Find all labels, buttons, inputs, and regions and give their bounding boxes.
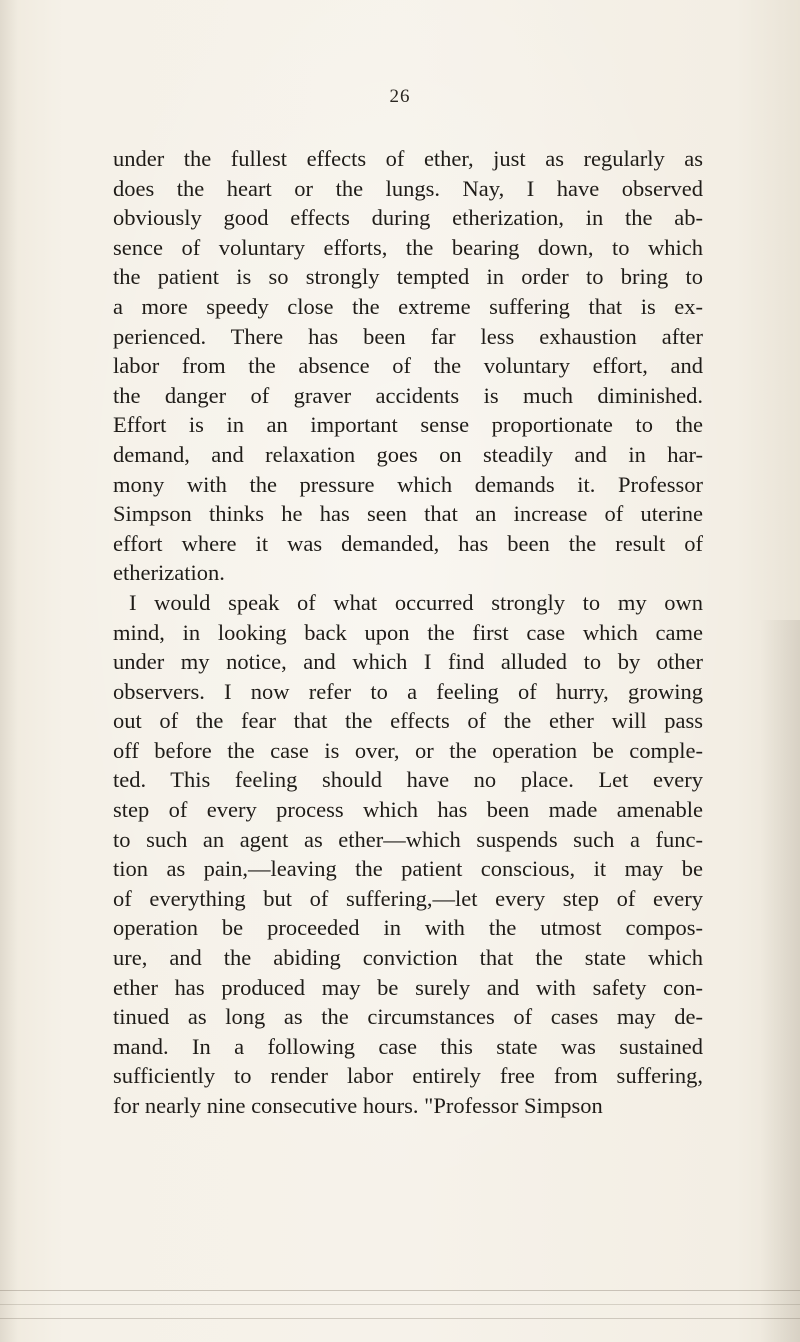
- text-line: ted. This feeling should have no place. Let every: [113, 767, 703, 793]
- text-line: labor from the absence of the voluntary effort, and: [113, 353, 703, 379]
- text-line: perienced. There has been far less exhaustion after: [113, 323, 703, 349]
- text-line: demand, and relaxation goes on steadily and in har-: [113, 441, 703, 467]
- text-line: observers. I now refer to a feeling of hurry, growing: [113, 678, 703, 704]
- text-line: operation be proceeded in with the utmost compos-: [113, 915, 703, 941]
- text-line-paragraph-start: I would speak of what occurred strongly to my own: [129, 589, 703, 615]
- text-line: mand. In a following case this state was sustained: [113, 1033, 703, 1059]
- page-number: 26: [389, 86, 411, 107]
- text-line: step of every process which has been made amenable: [113, 797, 703, 823]
- binding-shadow: [0, 0, 18, 1342]
- text-line: ure, and the abiding conviction that the state which: [113, 945, 703, 971]
- text-line: ether has produced may be surely and with safety con-: [113, 974, 703, 1000]
- text-line: to such an agent as ether—which suspends such a func-: [113, 826, 703, 852]
- text-line: out of the fear that the effects of the ether will pass: [113, 708, 703, 734]
- text-line: sence of voluntary efforts, the bearing down, to which: [113, 234, 703, 260]
- text-line: mind, in looking back upon the first case which came: [113, 619, 703, 645]
- text-line: tinued as long as the circumstances of cases may de-: [113, 1004, 703, 1030]
- text-line: the danger of graver accidents is much diminished.: [113, 382, 703, 408]
- text-line: sufficiently to render labor entirely free from suffering,: [113, 1063, 703, 1089]
- text-line: obviously good effects during etherization, in the ab-: [113, 205, 703, 231]
- text-line: of everything but of suffering,—let every step of every: [113, 885, 703, 911]
- page-edge-shadow: [760, 620, 800, 1342]
- text-line: off before the case is over, or the operation be comple-: [113, 737, 703, 763]
- text-line: does the heart or the lungs. Nay, I have observed: [113, 175, 703, 201]
- text-line: the patient is so strongly tempted in order to bring to: [113, 264, 703, 290]
- page-edge-line: [0, 1318, 800, 1319]
- text-line: mony with the pressure which demands it. Professor: [113, 471, 703, 497]
- page-edge-line: [0, 1290, 800, 1291]
- text-line: under the fullest effects of ether, just as regularly as: [113, 146, 703, 171]
- text-line: a more speedy close the extreme suffering that is ex-: [113, 293, 703, 319]
- text-line: for nearly nine consecutive hours. "Professor Simpson: [113, 1093, 603, 1118]
- text-line: Effort is in an important sense proportionate to the: [113, 412, 703, 438]
- body-text: [113, 144, 703, 1121]
- text-line: tion as pain,—leaving the patient conscious, it may be: [113, 856, 703, 882]
- text-line-paragraph-end: etherization.: [113, 560, 225, 586]
- text-line: under my notice, and which I find alluded to by other: [113, 649, 703, 675]
- text-line: Simpson thinks he has seen that an increase of uterine: [113, 501, 703, 527]
- page-edge-line: [0, 1304, 800, 1305]
- text-line: effort where it was demanded, has been the result of: [113, 530, 703, 556]
